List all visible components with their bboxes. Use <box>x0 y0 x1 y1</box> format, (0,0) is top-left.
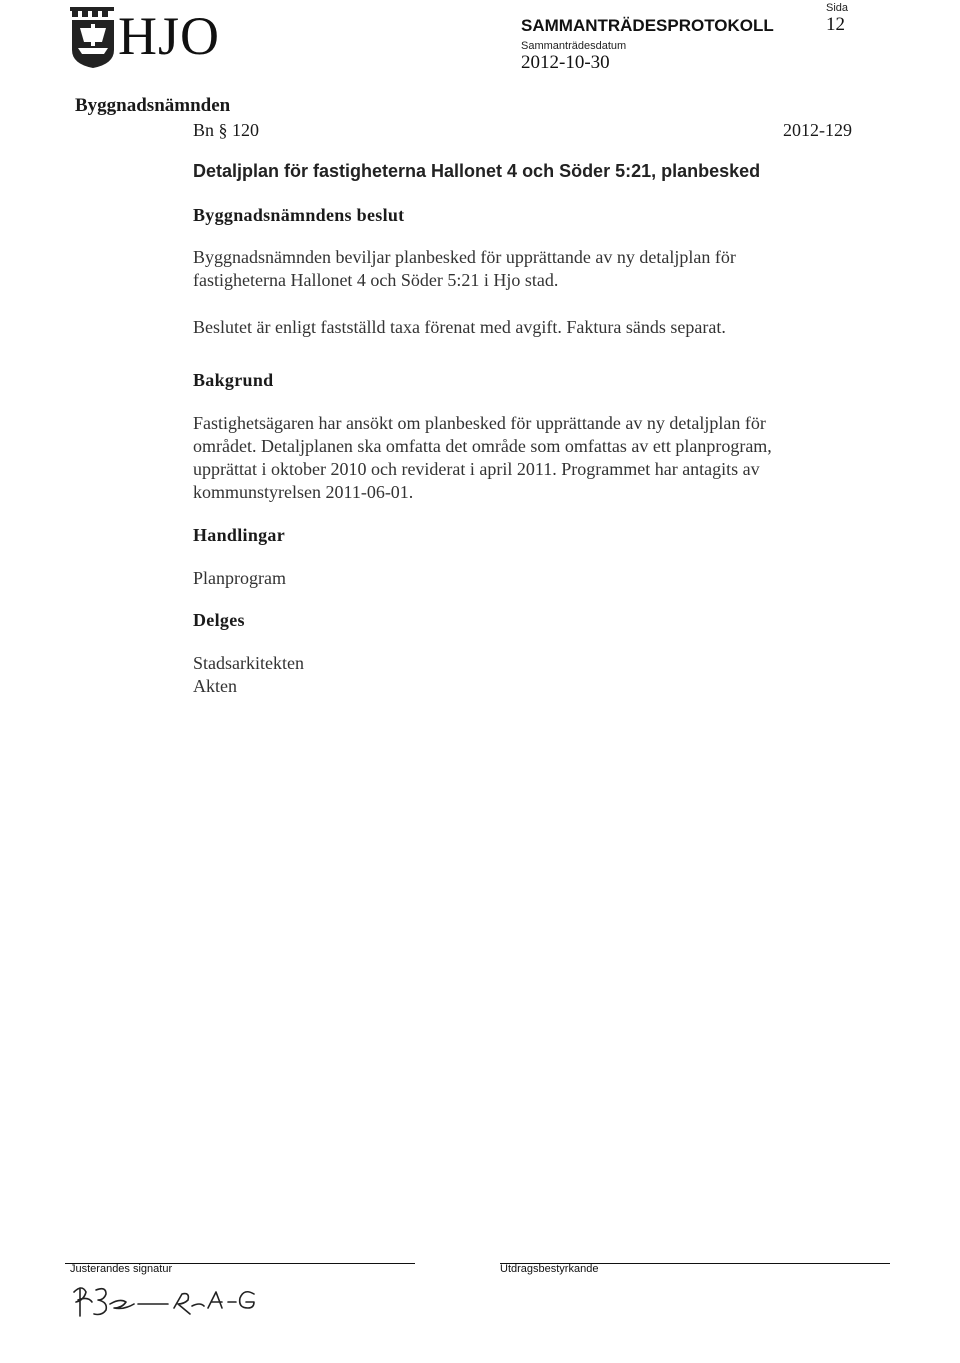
municipality-name-logo: HJO <box>118 6 221 66</box>
decision-heading: Byggnadsnämndens beslut <box>193 205 405 225</box>
recipients-list <box>193 652 304 698</box>
extract-certification-label: Utdragsbestyrkande <box>500 1263 599 1275</box>
documents-list <box>193 567 286 590</box>
page-label: Sida <box>826 2 849 14</box>
committee-name: Byggnadsnämnden <box>75 95 231 116</box>
item-title: Detaljplan för fastigheterna Hallonet 4 och Söder 5:21, planbesked <box>193 161 761 181</box>
background-line: Fastighetsägaren har ansökt om planbesked för upprättande av ny detaljplan för <box>193 413 766 433</box>
background-heading: Bakgrund <box>193 370 274 390</box>
handwritten-signature <box>68 1278 268 1328</box>
decision-line: Byggnadsnämnden beviljar planbesked för upprättande av ny detaljplan för <box>193 247 736 267</box>
case-number: 2012-129 <box>783 120 852 140</box>
ship-emblem-icon <box>72 20 114 68</box>
document-type: SAMMANTRÄDESPROTOKOLL <box>521 16 774 35</box>
section-reference: Bn § 120 <box>193 120 260 140</box>
meeting-date-label: Sammanträdesdatum <box>521 40 627 52</box>
documents-heading: Handlingar <box>193 525 286 545</box>
recipient-item: Akten <box>193 676 237 696</box>
background-text <box>193 412 853 504</box>
background-line: området. Detaljplanen ska omfatta det område som omfattas av ett planprogram, <box>193 436 772 456</box>
page-number: 12 <box>826 14 845 35</box>
decision-text <box>193 246 833 292</box>
meeting-date: 2012-10-30 <box>521 52 610 73</box>
crown-icon <box>70 7 114 17</box>
background-line: upprättat i oktober 2010 och reviderat i april 2011. Programmet har antagits av <box>193 459 760 479</box>
signature-label: Justerandes signatur <box>70 1263 173 1275</box>
decision-line: fastigheterna Hallonet 4 och Söder 5:21 i Hjo stad. <box>193 270 559 290</box>
documents-item: Planprogram <box>193 568 286 588</box>
recipient-item: Stadsarkitekten <box>193 653 304 673</box>
recipients-heading: Delges <box>193 610 245 630</box>
background-line: kommunstyrelsen 2011-06-01. <box>193 482 414 502</box>
decision-note: Beslutet är enligt fastställd taxa förenat med avgift. Faktura sänds separat. <box>193 317 726 337</box>
